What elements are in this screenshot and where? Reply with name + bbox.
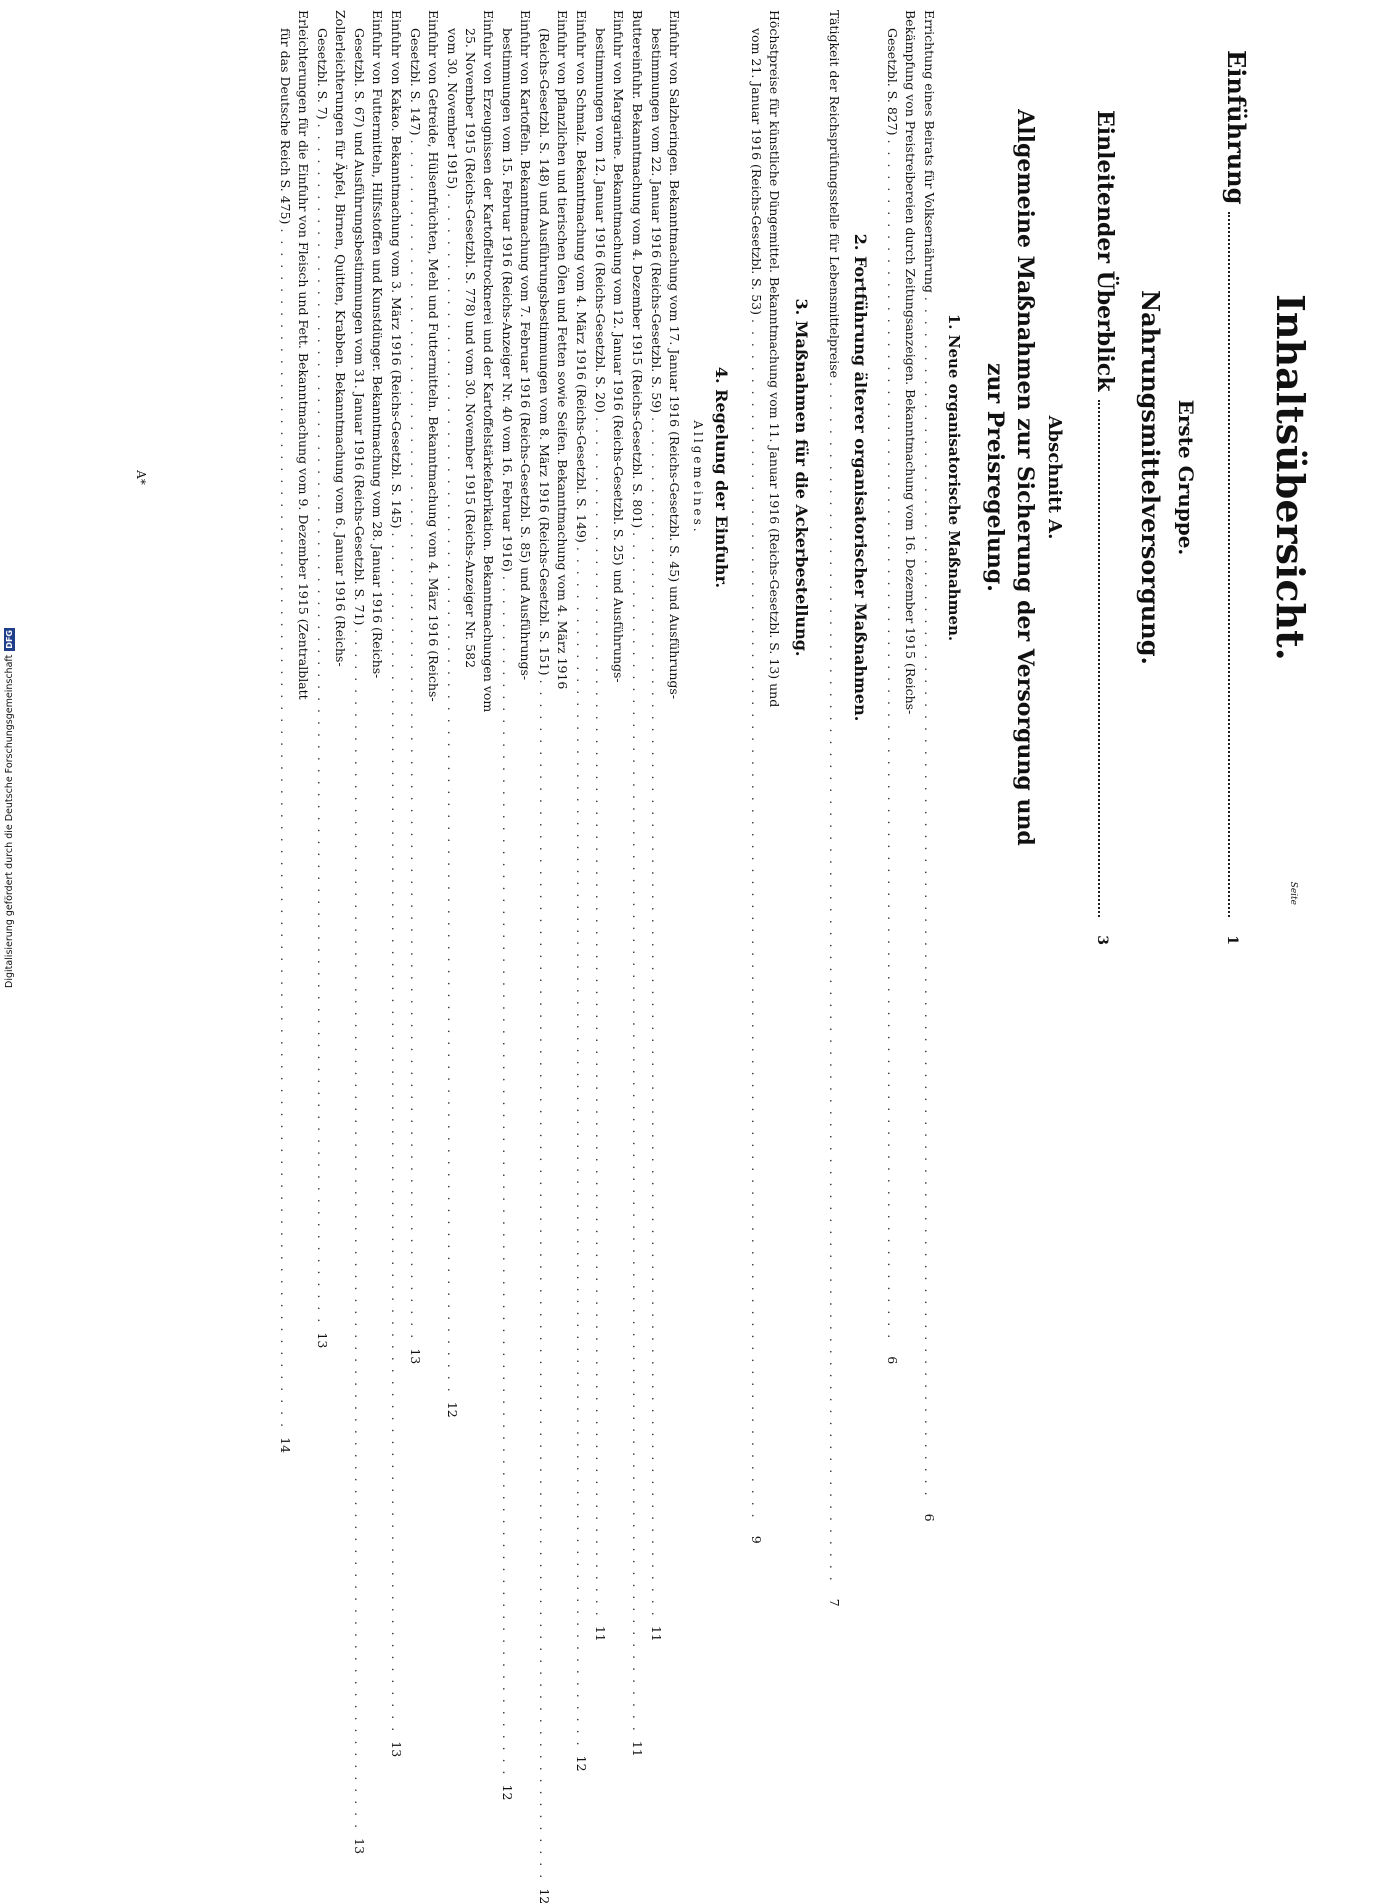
toc-entry-line — [591, 10, 609, 1642]
toc-entry-page: 12 — [500, 1784, 515, 1801]
toc-ueberblick-label: Einleitender Überblick — [1092, 110, 1118, 392]
credit-text: Digitalisierung gefördert durch die Deutsche Forschungsgemeinschaft — [3, 654, 15, 988]
digitization-credit — [0, 0, 18, 1000]
toc-entry-line — [901, 10, 919, 945]
toc-entry-line — [825, 10, 843, 1607]
dot-leader — [1228, 212, 1244, 917]
toc-entry-text: Einfuhr von Kakao. Bekanntmachung vom 3. März 1916 (Reichs-Gesetzbl. S. 145) — [389, 10, 404, 529]
dot-leader: . . . . . . . . . . . . . . . . . . . . . . . . . . . . . . . . . . . . . . . . . . . . . . . . . . . . . . . . . . . . . . . . . . . . . . . . . . . . . . . . . . . . . . . . . . . . . . . . . . . . . — [278, 228, 293, 1430]
abschnitt-heading: Abschnitt A. — [1044, 415, 1065, 540]
toc-entry — [443, 10, 497, 1418]
toc-entry — [825, 10, 843, 1607]
seite-column-label: Seite — [1288, 881, 1298, 905]
toc-entry-text: Erleichterungen für die Einfuhr von Fleisch und Fett. Bekanntmachung vom 9. Dezember 1915 (Zentralblatt — [296, 10, 311, 700]
section-4-list — [275, 10, 683, 1904]
toc-entry-page: 13 — [389, 1741, 404, 1758]
toc-entry — [387, 10, 405, 1758]
section-3-heading: 3. Maßnahmen für die Ackerbestellung. — [792, 298, 811, 657]
dot-leader — [1098, 400, 1114, 917]
toc-entry — [350, 10, 386, 1855]
toc-entry-line — [294, 10, 312, 945]
abschnitt-title-line1: Allgemeine Maßnahmen zur Sicherung der Versorgung und — [1012, 109, 1038, 846]
toc-entry-text: Einfuhr von pflanzlichen und tierischen Ölen und Fetten sowie Seifen. Bekanntmachung vom 4. März 1916 — [555, 10, 570, 690]
toc-entry-page: 11 — [593, 1625, 608, 1642]
toc-entry-text: (Reichs-Gesetzbl. S. 148) und Ausführungsbestimmungen vom 8. März 1916 (Reichs-Gesetzbl. S. 151) — [537, 28, 552, 676]
section-1-list — [882, 10, 938, 1522]
dot-leader: . . . . . . . . . . . . . . . . . . . . . . . . . . . . . . . . . . . . . . . . . . . . . . . . . . . . . . . . . . . . . . . . . . . . . . . . . . . . . . . . . . . . . . . . . . . . . . . . . . . . . — [389, 532, 404, 1734]
toc-ueberblick — [1092, 110, 1118, 945]
section-4-heading: 4. Regelung der Einfuhr. — [712, 366, 731, 589]
toc-entry-page: 13 — [408, 1348, 423, 1365]
toc-entry-text: Gesetzbl. S. 7) — [315, 28, 330, 120]
section-2-heading: 2. Fortführung älterer organisatorischer Maßnahmen. — [851, 233, 870, 722]
toc-entry-line — [553, 10, 571, 945]
toc-entry-page: 12 — [445, 1401, 460, 1418]
toc-entry-page: 11 — [649, 1625, 664, 1642]
toc-entry-text: Einfuhr von Futtermitteln, Hilfsstoffen und Kunstdünger. Bekanntmachung vom 28. Januar 1916 (Reichs- — [370, 10, 385, 679]
toc-entry-text: Buttereinfuhr. Bekanntmachung vom 4. Dezember 1915 (Reichs-Gesetzbl. S. 801) — [630, 10, 645, 529]
toc-entry-line — [535, 10, 553, 1904]
toc-entry-text: bestimmungen vom 12. Januar 1916 (Reichs-Gesetzbl. S. 20) — [593, 28, 608, 414]
toc-entry-text: Einfuhr von Salzheringen. Bekanntmachung vom 17. Januar 1916 (Reichs-Gesetzbl. S. 45) und Ausführungs- — [667, 10, 682, 700]
toc-entry-page: 6 — [885, 1356, 900, 1365]
toc-entry-line — [443, 10, 461, 1418]
dot-leader: . . . . . . . . . . . . . . . . . . . . . . . . . . . . . . . . . . . . . . . . . . . . . . . . . . . . . . . . . . . . . . . . . . . . . . . . . . . . . . . . . . . . . . . . . . . . . . . . . . . . . — [537, 679, 552, 1881]
dot-leader: . . . . . . . . . . . . . . . . . . . . . . . . . . . . . . . . . . . . . . . . . . . . . . . . . . . . . . . . . . . . . . . . . . . . . . . . . . . . . . . . . . . . . . . . . . . . . . . . . . . . . — [922, 296, 937, 1498]
toc-entry — [406, 10, 442, 1365]
dot-leader: . . . . . . . . . . . . . . . . . . . . . . . . . . . . . . . . . . . . . . . . . . . . . . . . . . . . . . . . . . . . . . . . . . . . . . . . . . . . . . . . . . . . . . . . . . . . . . . . . . . . . — [885, 139, 900, 1341]
toc-entry-text: Einfuhr von Kartoffeln. Bekanntmachung vom 7. Februar 1916 (Reichs-Gesetzbl. S. 85) und Ausführungs- — [518, 10, 533, 681]
group-heading: Erste Gruppe. — [1174, 399, 1198, 556]
toc-entry-line — [424, 10, 442, 945]
toc-entry-text: Gesetzbl. S. 827) — [885, 28, 900, 136]
toc-entry-page: 12 — [537, 1888, 552, 1904]
section-2-list — [824, 10, 843, 1607]
toc-einfuehrung-label: Einführung — [1222, 50, 1251, 205]
group-subtitle: Nahrungsmittelversorgung. — [1136, 290, 1165, 665]
toc-entry-line — [387, 10, 405, 1758]
toc-ueberblick-page: 3 — [1094, 935, 1110, 945]
toc-entry-text: Bekämpfung von Preistreibereien durch Zeitungsanzeigen. Bekanntmachung vom 16. Dezember 1915 (Reichs- — [903, 10, 918, 715]
toc-entry-text: Einfuhr von Getreide, Hülsenfrüchten, Mehl und Futtermitteln. Bekanntmachung vom 4. März 1916 (Reichs- — [426, 10, 441, 702]
toc-entry-line — [331, 10, 349, 945]
toc-entry-text: bestimmungen vom 15. Februar 1916 (Reichs-Anzeiger Nr. 40 vom 16. Februar 1916) — [500, 28, 515, 572]
dfg-logo: DFG — [4, 630, 14, 649]
toc-entry — [572, 10, 590, 1772]
toc-entry-text: Errichtung eines Beirats für Volksernährung — [922, 10, 937, 293]
toc-entry — [920, 10, 938, 1522]
dot-leader: . . . . . . . . . . . . . . . . . . . . . . . . . . . . . . . . . . . . . . . . . . . . . . . . . . . . . . . . . . . . . . . . . . . . . . . . . . . . . . . . . . . . . . . . . . . . . . . . . . . . . — [445, 193, 460, 1394]
toc-entry-line — [498, 10, 516, 1801]
toc-entry-line — [276, 10, 294, 1454]
dot-leader: . . . . . . . . . . . . . . . . . . . . . . . . . . . . . . . . . . . . . . . . . . . . . . . . . . . . . . . . . . . . . . . . . . . . . . . . . . . . . . . . . . . . . . . . . . . . . . . . . . . . . — [315, 123, 330, 1325]
toc-entry-page: 7 — [827, 1598, 842, 1607]
toc-entry-line — [406, 10, 424, 1365]
toc-entry-line — [350, 10, 368, 1855]
toc-entry-line — [765, 10, 783, 945]
toc-entry-line — [479, 10, 497, 945]
toc-entry-text: Einfuhr von Erzeugnissen der Kartoffeltrocknerei und der Kartoffelstärkefabrikation. Bekanntmachungen vom — [481, 10, 496, 713]
section-3-list — [746, 10, 783, 1544]
section-1-heading: 1. Neue organisatorische Maßnahmen. — [945, 313, 963, 642]
toc-entry-page: 12 — [574, 1755, 589, 1772]
toc-entry-text: Höchstpreise für künstliche Düngemittel. Bekanntmachung vom 11. Januar 1916 (Reichs-Gesetzbl. S. 13) und — [767, 10, 782, 708]
dot-leader: . . . . . . . . . . . . . . . . . . . . . . . . . . . . . . . . . . . . . . . . . . . . . . . . . . . . . . . . . . . . . . . . . . . . . . . . . . . . . . . . . . . . . . . . . . . . . . . . . . . . . — [408, 139, 423, 1341]
toc-entry-page: 13 — [352, 1838, 367, 1855]
toc-einfuehrung — [1222, 50, 1251, 945]
dot-leader: . . . . . . . . . . . . . . . . . . . . . . . . . . . . . . . . . . . . . . . . . . . . . . . . . . . . . . . . . . . . . . . . . . . . . . . . . . . . . . . . . . . . . . . . . . . . . . . . . . . . . — [630, 532, 645, 1733]
toc-entry — [628, 10, 646, 1757]
toc-entry-text: bestimmungen vom 22. Januar 1916 (Reichs-Gesetzbl. S. 59) — [649, 28, 664, 414]
toc-entry-text: Zollerleichterungen für Äpfel, Birnen, Quitten, Krabben. Bekanntmachung vom 6. Januar 1916 (Reichs- — [333, 10, 348, 667]
toc-entry-line — [368, 10, 386, 945]
dot-leader: . . . . . . . . . . . . . . . . . . . . . . . . . . . . . . . . . . . . . . . . . . . . . . . . . . . . . . . . . . . . . . . . . . . . . . . . . . . . . . . . . . . . . . . . . . . . . . . . . . . . . — [593, 417, 608, 1618]
toc-entry — [647, 10, 683, 1642]
toc-entry — [591, 10, 627, 1642]
toc-entry-text: für das Deutsche Reich S. 475) — [278, 28, 293, 225]
toc-entry — [498, 10, 534, 1801]
dot-leader: . . . . . . . . . . . . . . . . . . . . . . . . . . . . . . . . . . . . . . . . . . . . . . . . . . . . . . . . . . . . . . . . . . . . . . . . . . . . . . . . . . . . . . . . . . . . . . . . . . . . . — [749, 319, 764, 1520]
toc-page — [113, 10, 1363, 1904]
toc-entry-line — [313, 10, 331, 1349]
dot-leader: . . . . . . . . . . . . . . . . . . . . . . . . . . . . . . . . . . . . . . . . . . . . . . . . . . . . . . . . . . . . . . . . . . . . . . . . . . . . . . . . . . . . . . . . . . . . . . . . . . . . . — [500, 575, 515, 1777]
toc-entry-text: Gesetzbl. S. 147) — [408, 28, 423, 136]
toc-entry-line — [665, 10, 683, 945]
toc-entry — [276, 10, 312, 1454]
toc-entry-page: 6 — [922, 1513, 937, 1522]
toc-entry-page: 13 — [315, 1332, 330, 1349]
toc-entry-text: Einfuhr von Margarine. Bekanntmachung vom 12. Januar 1916 (Reichs-Gesetzbl. S. 25) und Ausführungs- — [611, 10, 626, 683]
toc-entry-line — [516, 10, 534, 945]
toc-entry-page: 9 — [749, 1535, 764, 1544]
toc-entry-text: vom 30. November 1915) — [445, 28, 460, 190]
toc-entry-line — [920, 10, 938, 1522]
toc-entry — [747, 10, 783, 1544]
toc-entry — [535, 10, 571, 1904]
dot-leader: . . . . . . . . . . . . . . . . . . . . . . . . . . . . . . . . . . . . . . . . . . . . . . . . . . . . . . . . . . . . . . . . . . . . . . . . . . . . . . . . . . . . . . . . . . . . . . . . . . . . . — [649, 417, 664, 1618]
toc-entry-line — [628, 10, 646, 1757]
toc-entry-line — [647, 10, 665, 1642]
toc-entry-text: Einfuhr von Schmalz. Bekanntmachung vom 4. März 1916 (Reichs-Gesetzbl. S. 149) — [574, 10, 589, 543]
dot-leader: . . . . . . . . . . . . . . . . . . . . . . . . . . . . . . . . . . . . . . . . . . . . . . . . . . . . . . . . . . . . . . . . . . . . . . . . . . . . . . . . . . . . . . . . . . . . . . . . . . . . . — [574, 546, 589, 1748]
abschnitt-title-line2: zur Preisregelung. — [982, 363, 1008, 592]
dot-leader: . . . . . . . . . . . . . . . . . . . . . . . . . . . . . . . . . . . . . . . . . . . . . . . . . . . . . . . . . . . . . . . . . . . . . . . . . . . . . . . . . . . . . . . . . . . . . . . . . . . . . — [352, 629, 367, 1831]
toc-entry-line — [609, 10, 627, 945]
toc-entry-text: vom 21. Januar 1916 (Reichs-Gesetzbl. S. 53) — [749, 28, 764, 315]
page-title: Inhaltsübersicht. — [1268, 294, 1313, 661]
toc-entry-page: 11 — [630, 1740, 645, 1757]
toc-entry-line — [747, 10, 765, 1544]
toc-entry-page: 14 — [278, 1437, 293, 1454]
signature-mark: A* — [134, 470, 148, 485]
toc-entry-line — [461, 10, 479, 945]
toc-entry-line — [883, 10, 901, 1365]
section-4-subheading: Allgemeines. — [691, 420, 705, 535]
toc-einfuehrung-page: 1 — [1224, 935, 1240, 945]
dot-leader: . . . . . . . . . . . . . . . . . . . . . . . . . . . . . . . . . . . . . . . . . . . . . . . . . . . . . . . . . . . . . . . . . . . . . . . . . . . . . . . . . . . . . . . . . . . . . . . . . . . . . — [827, 382, 842, 1583]
toc-entry-text: Tätigkeit der Reichsprüfungsstelle für Lebensmittelpreise — [827, 10, 842, 379]
toc-entry-line — [572, 10, 590, 1772]
toc-entry — [313, 10, 349, 1349]
toc-entry — [883, 10, 919, 1365]
toc-entry-text: 25. November 1915 (Reichs-Gesetzbl. S. 778) und vom 30. November 1915 (Reichs-Anzeiger Nr. 582 — [463, 28, 478, 669]
toc-entry-text: Gesetzbl. S. 67) und Ausführungsbestimmungen vom 31. Januar 1916 (Reichs-Gesetzbl. S. 71) — [352, 28, 367, 626]
